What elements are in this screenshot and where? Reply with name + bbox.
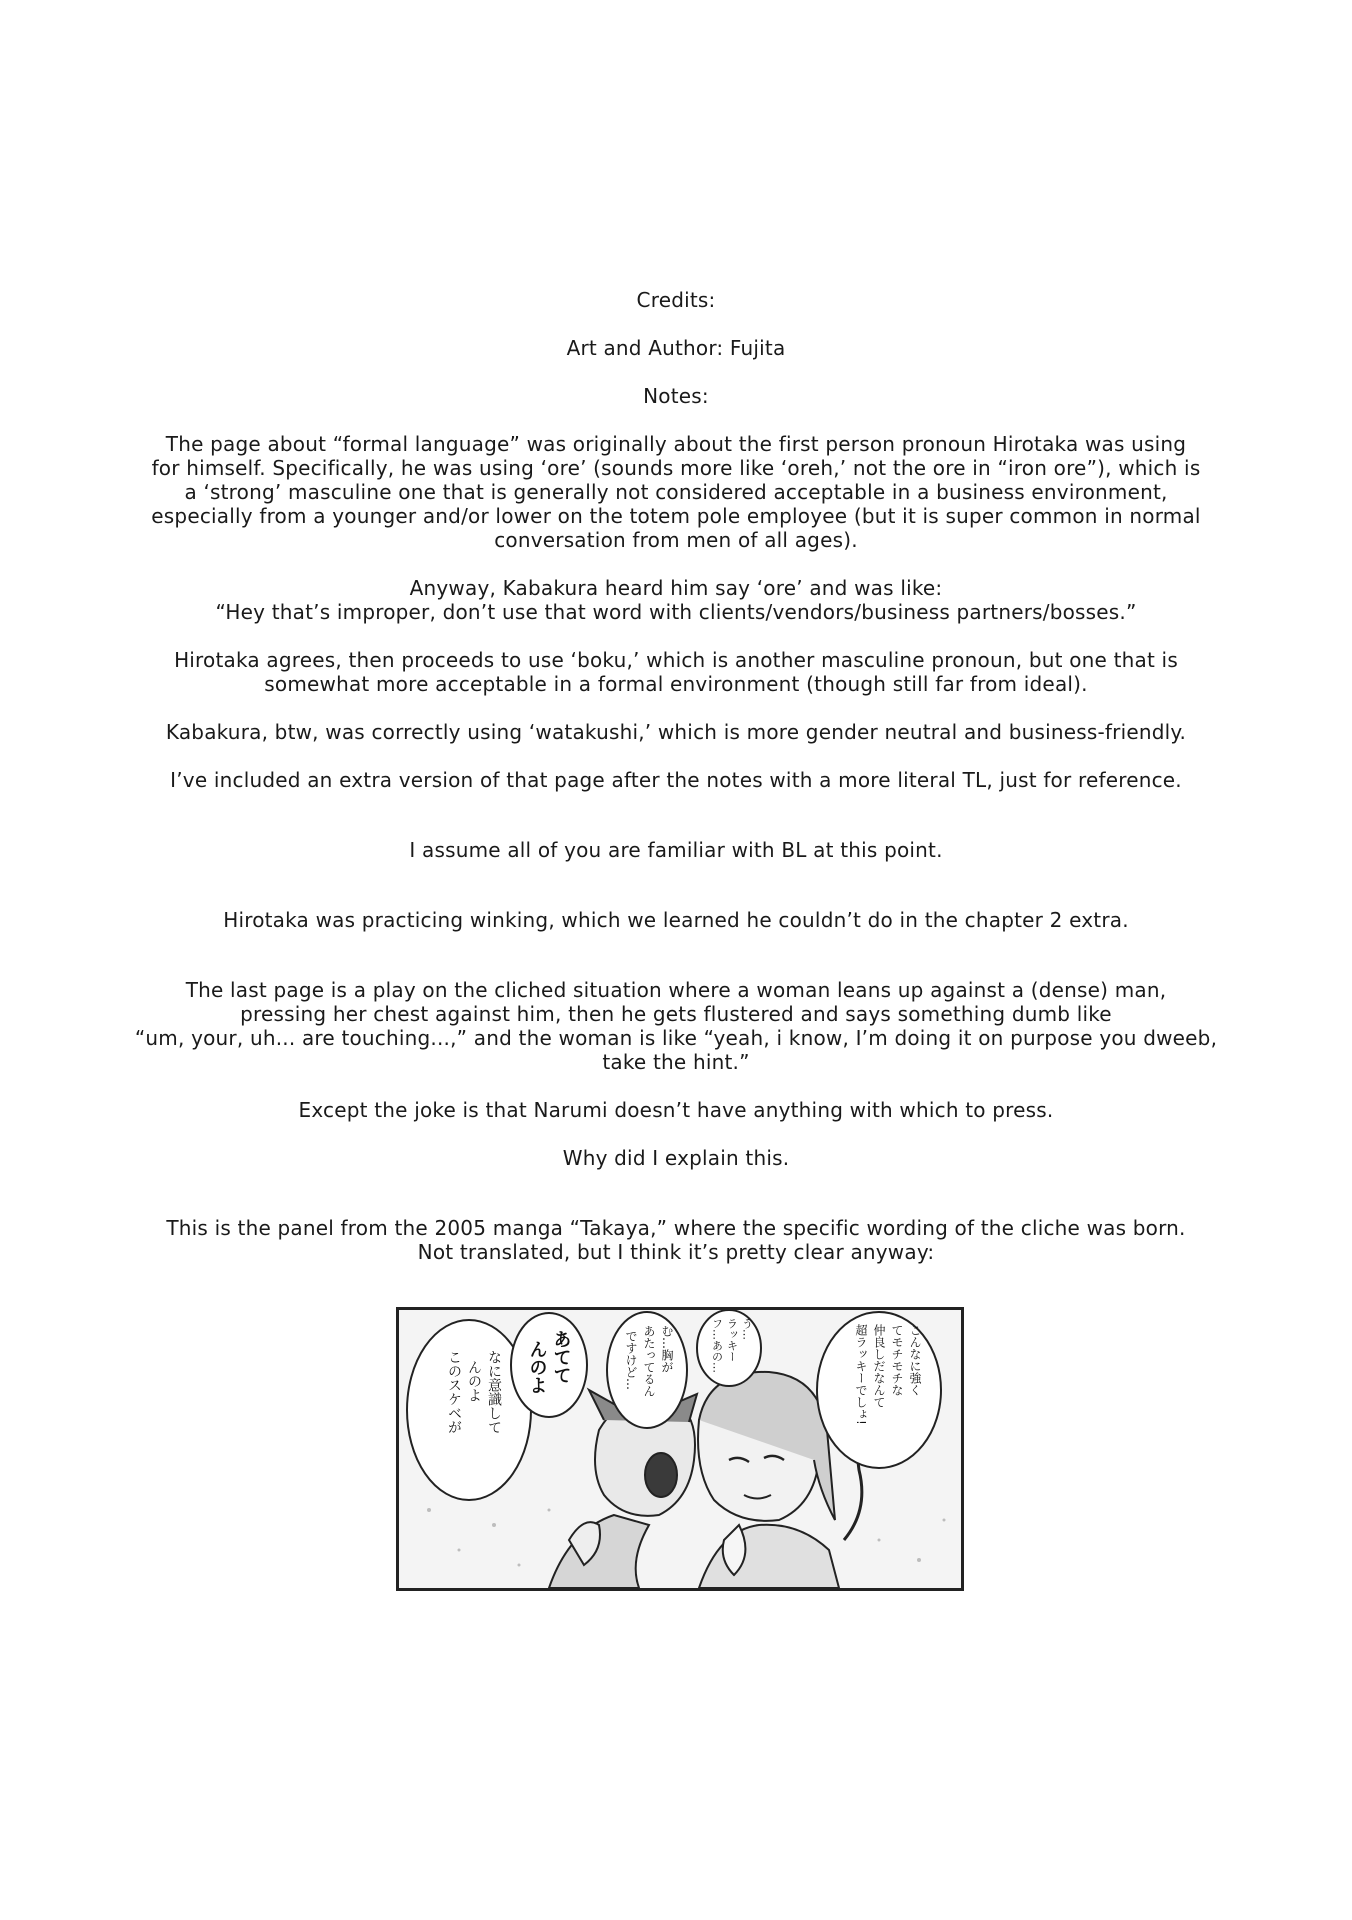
note-paragraph: Why did I explain this.: [562, 1146, 790, 1170]
bubble-center-line-2: んのよ: [526, 1340, 548, 1394]
note-paragraph: I assume all of you are familiar with BL at this point.: [409, 838, 943, 862]
bubble-center-line-1: あてて: [550, 1330, 572, 1384]
bubble-right-line-1: こんなに強く: [908, 1324, 922, 1396]
note-paragraph: The last page is a play on the cliched situation where a woman leans up against a (dense) man, pressing her chest against him, then he gets flustered and says something dumb like “um, your, uh... are touching...,” and the woman is like “yeah, i know, I’m doing it on purpose you dweeb, take the hint.”: [134, 978, 1218, 1074]
credits-heading: Credits:: [636, 288, 716, 312]
bubble-small-line-3: フ…あの…: [710, 1318, 724, 1373]
note-paragraph: The page about “formal language” was originally about the first person pronoun Hirotaka was using for himself. Specifically, he was using ‘ore’ (sounds more like ‘oreh,’ not the ore in “iron ore”), which is a ‘strong’ masculine one that is generally not considered acceptable in a business environment, especially from a younger and/or lower on the totem pole employee (but it is super common in normal conversation from men of all ages).: [151, 432, 1201, 552]
note-paragraph: Except the joke is that Narumi doesn’t have anything with which to press.: [298, 1098, 1054, 1122]
bubble-middle-line-1: む…胸が: [660, 1325, 674, 1373]
note-paragraph: Kabakura, btw, was correctly using ‘watakushi,’ which is more gender neutral and business-friendly.: [165, 720, 1187, 744]
note-paragraph: I’ve included an extra version of that page after the notes with a more literal TL, just for reference.: [170, 768, 1182, 792]
author-credit: Art and Author: Fujita: [566, 336, 786, 360]
note-paragraph: This is the panel from the 2005 manga “Takaya,” where the specific wording of the cliche was born. Not translated, but I think it’s pretty clear anyway:: [166, 1216, 1186, 1264]
notes-text-block: [90, 288, 1262, 1264]
bubble-left-line-2: んのよ: [466, 1360, 482, 1402]
manga-panel-image: [396, 1307, 964, 1591]
notes-heading: Notes:: [643, 384, 709, 408]
note-paragraph: Anyway, Kabakura heard him say ‘ore’ and was like: “Hey that’s improper, don’t use that word with clients/vendors/business partners/bosses.”: [215, 576, 1137, 624]
manga-panel-illustration: [399, 1310, 961, 1588]
speech-bubble-middle: [607, 1312, 687, 1428]
bubble-middle-line-3: ですけど…: [624, 1330, 638, 1390]
bubble-middle-line-2: あたってるん: [642, 1325, 656, 1397]
bubble-small-line-1: う…: [740, 1318, 754, 1340]
speech-bubble-small: [697, 1310, 761, 1386]
note-paragraph: Hirotaka was practicing winking, which we learned he couldn’t do in the chapter 2 extra.: [223, 908, 1129, 932]
speech-bubble-center: [511, 1313, 587, 1417]
bubble-left-line-1: なに意識して: [486, 1350, 502, 1434]
bubble-left-line-3: このスケベが: [446, 1350, 462, 1434]
note-paragraph: Hirotaka agrees, then proceeds to use ‘boku,’ which is another masculine pronoun, but one that is somewhat more acceptable in a formal environment (though still far from ideal).: [174, 648, 1178, 696]
bubble-right-line-2: てモチモチな: [890, 1324, 904, 1396]
speech-bubble-right: [817, 1312, 941, 1468]
bubble-small-line-2: ラッキー: [725, 1318, 739, 1362]
bubble-right-line-3: 仲良しだなんて: [872, 1324, 886, 1408]
bubble-right-line-4: 超ラッキーでしょ!: [854, 1324, 868, 1425]
